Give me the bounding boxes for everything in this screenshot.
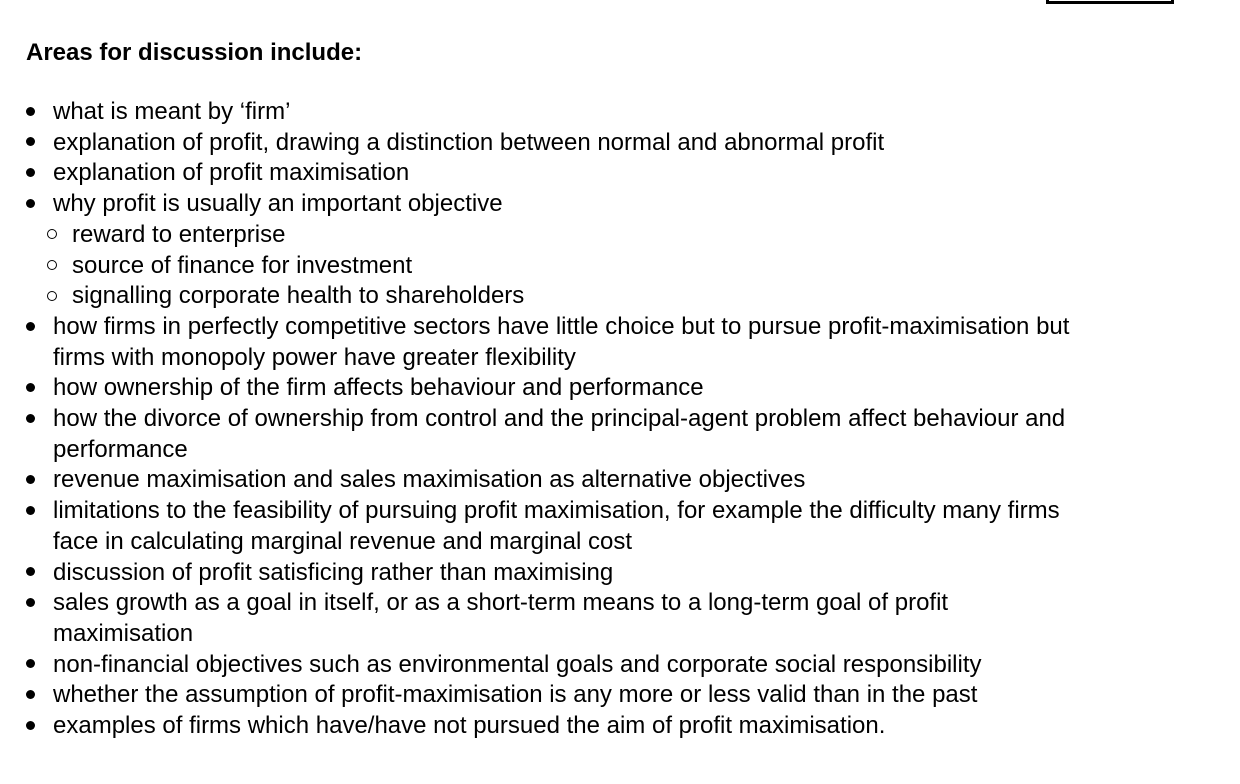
bullet-icon [26, 128, 46, 159]
list-item-text: revenue maximisation and sales maximisation as alternative objectives [53, 466, 806, 494]
bullet-icon [26, 711, 46, 742]
bullet-icon [26, 496, 46, 527]
mark-bracket [1046, 0, 1174, 4]
list-item-text: performance [53, 435, 188, 463]
bullet-icon [26, 189, 46, 220]
list-item-text: maximisation [53, 619, 194, 647]
list-item [0, 189, 1069, 220]
list-item [0, 128, 1069, 159]
section-heading: Areas for discussion include: [26, 39, 363, 66]
list-item-text: source of finance for investment [72, 251, 413, 279]
list-item-text: why profit is usually an important objective [53, 190, 503, 218]
list-item [0, 496, 1069, 557]
list-item [0, 373, 1069, 404]
list-item-text: sales growth as a goal in itself, or as a short-term means to a long-term goal of profit [53, 589, 949, 617]
bullet-icon [26, 558, 46, 589]
list-item [0, 711, 1069, 742]
list-item-text: how the divorce of ownership from control and the principal-agent problem affect behaviour and [53, 405, 1066, 433]
bullet-icon [26, 312, 46, 343]
list-item-text: non-financial objectives such as environmental goals and corporate social responsibility [53, 650, 982, 678]
bullet-icon [26, 465, 46, 496]
list-item-text: whether the assumption of profit-maximisation is any more or less valid than in the past [53, 681, 978, 709]
list-item [0, 680, 1069, 711]
list-item-text: how ownership of the firm affects behaviour and performance [53, 374, 704, 402]
bullet-icon [26, 588, 46, 619]
circle-bullet-icon [47, 251, 67, 282]
sub-list-item [0, 251, 1069, 282]
list-item [0, 97, 1069, 128]
list-item-text: limitations to the feasibility of pursuing profit maximisation, for example the difficulty many firms [53, 497, 1060, 525]
discussion-list [0, 97, 1069, 742]
list-item-text: reward to enterprise [72, 220, 286, 248]
bullet-icon [26, 158, 46, 189]
bullet-icon [26, 650, 46, 681]
list-item-text: explanation of profit, drawing a distinction between normal and abnormal profit [53, 128, 885, 156]
sub-list-item [0, 220, 1069, 251]
list-item [0, 588, 1069, 649]
bullet-icon [26, 680, 46, 711]
list-item [0, 312, 1069, 373]
bullet-icon [26, 373, 46, 404]
list-item [0, 558, 1069, 589]
list-item-text: face in calculating marginal revenue and marginal cost [53, 527, 632, 555]
sub-list-item [0, 281, 1069, 312]
list-item [0, 158, 1069, 189]
circle-bullet-icon [47, 220, 67, 251]
list-item-text: what is meant by ‘firm’ [53, 98, 291, 125]
list-item-text: explanation of profit maximisation [53, 159, 410, 187]
list-item-text: examples of firms which have/have not pursued the aim of profit maximisation. [53, 712, 886, 740]
bullet-icon [26, 97, 46, 128]
list-item [0, 404, 1069, 465]
list-item-text: how firms in perfectly competitive sectors have little choice but to pursue profit-maximisation but [53, 312, 1070, 340]
circle-bullet-icon [47, 281, 67, 312]
list-item-text: firms with monopoly power have greater flexibility [53, 343, 576, 371]
list-item-text: signalling corporate health to shareholders [72, 282, 525, 310]
list-item-text: discussion of profit satisficing rather than maximising [53, 558, 614, 586]
bullet-icon [26, 404, 46, 435]
list-item [0, 650, 1069, 681]
list-item [0, 465, 1069, 496]
